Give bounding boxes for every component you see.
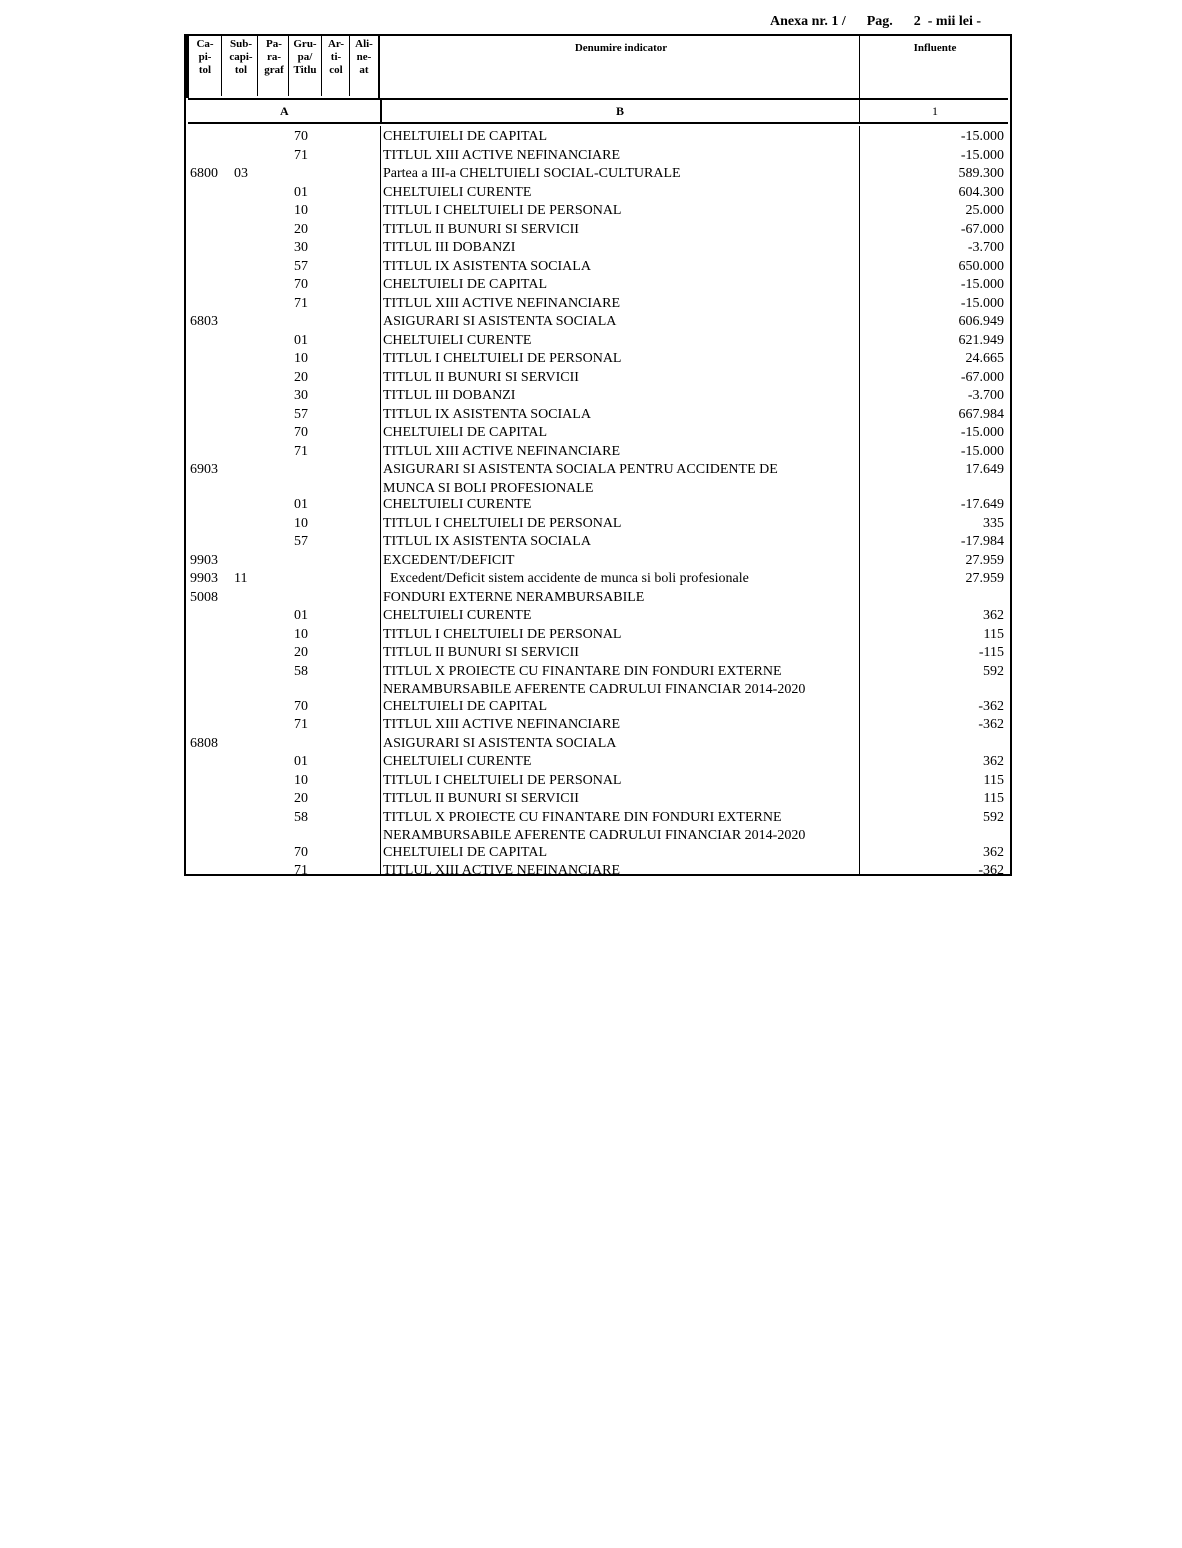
col-divider [380, 98, 382, 122]
cell-denumire: TITLUL III DOBANZI [383, 240, 516, 255]
cell-grupa: 70 [294, 844, 308, 860]
cell-grupa: 10 [294, 626, 308, 642]
cell-denumire: TITLUL XIII ACTIVE NEFINANCIARE [383, 147, 621, 163]
cell-influente: -15.000 [960, 425, 1004, 440]
cell-influente: 592 [983, 663, 1004, 679]
annex-header: Anexa nr. 1 / Pag. 2 - mii lei - [770, 14, 982, 29]
cell-denumire: TITLUL II BUNURI SI SERVICII [383, 369, 579, 385]
cell-denumire: TITLUL IX ASISTENTA SOCIALA [383, 406, 591, 422]
cell-influente: 335 [983, 515, 1004, 531]
cell-influente: -17.984 [960, 534, 1004, 549]
cell-influente: 667.984 [958, 406, 1004, 422]
cell-grupa: 70 [294, 698, 308, 714]
cell-denumire: TITLUL X PROIECTE CU FINANTARE DIN FONDURI EXTERNE [383, 663, 782, 679]
table-header [186, 36, 1010, 100]
cell-capitol: 6803 [190, 314, 218, 329]
cell-capitol: 6903 [190, 462, 218, 477]
col-divider [859, 126, 860, 874]
cell-influente: -15.000 [960, 443, 1004, 459]
cell-denumire: TITLUL I CHELTUIELI DE PERSONAL [383, 772, 622, 788]
cell-capitol: 6800 [190, 166, 218, 181]
cell-denumire-continued: MUNCA SI BOLI PROFESIONALE [383, 480, 594, 496]
col-divider [221, 36, 222, 96]
cell-grupa: 10 [294, 515, 308, 531]
cell-denumire: TITLUL II BUNURI SI SERVICII [383, 791, 579, 806]
cell-subcapitol: 11 [234, 571, 248, 586]
cell-denumire: TITLUL II BUNURI SI SERVICII [383, 221, 579, 237]
cell-denumire: ASIGURARI SI ASISTENTA SOCIALA PENTRU ACCIDENTE DE [383, 462, 778, 477]
cell-grupa: 70 [294, 277, 308, 292]
cell-denumire: CHELTUIELI CURENTE [383, 184, 532, 200]
cell-denumire: ASIGURARI SI ASISTENTA SOCIALA [383, 314, 617, 329]
cell-influente: 115 [983, 772, 1004, 788]
cell-grupa: 71 [294, 863, 308, 878]
cell-influente: -15.000 [960, 129, 1004, 144]
cell-grupa: 70 [294, 129, 308, 144]
cell-subcapitol: 03 [234, 166, 248, 181]
cell-denumire: TITLUL XIII ACTIVE NEFINANCIARE [383, 717, 621, 732]
cell-grupa: 20 [294, 645, 308, 660]
cell-influente: -362 [978, 698, 1004, 714]
cell-influente: -15.000 [960, 277, 1004, 292]
header-denumire: Denumire indicator [574, 42, 668, 54]
cell-denumire: CHELTUIELI DE CAPITAL [383, 698, 548, 714]
header-rule [188, 98, 1008, 100]
cell-grupa: 30 [294, 388, 308, 403]
cell-influente: -362 [978, 863, 1004, 878]
column-letter-a: A [280, 104, 289, 118]
cell-grupa: 30 [294, 240, 308, 255]
cell-denumire: TITLUL XIII ACTIVE NEFINANCIARE [383, 863, 621, 878]
cell-denumire: CHELTUIELI CURENTE [383, 608, 532, 623]
cell-influente: 27.959 [965, 571, 1004, 586]
cell-influente: 25.000 [965, 203, 1004, 218]
cell-influente: 362 [983, 754, 1004, 769]
cell-denumire: TITLUL I CHELTUIELI DE PERSONAL [383, 515, 622, 531]
col-divider [186, 36, 189, 98]
cell-denumire: TITLUL XIII ACTIVE NEFINANCIARE [383, 295, 621, 311]
cell-denumire-continued: NERAMBURSABILE AFERENTE CADRULUI FINANCIAR 2014-2020 [383, 682, 806, 697]
column-letter-b: B [616, 104, 625, 118]
cell-capitol: 6808 [190, 735, 218, 751]
cell-denumire: CHELTUIELI CURENTE [383, 332, 532, 348]
cell-influente: 606.949 [958, 314, 1004, 329]
cell-influente: -67.000 [960, 369, 1004, 385]
cell-influente: 362 [983, 844, 1004, 860]
cell-denumire: ASIGURARI SI ASISTENTA SOCIALA [383, 735, 617, 751]
cell-grupa: 58 [294, 663, 308, 679]
cell-grupa: 58 [294, 809, 308, 825]
cell-grupa: 71 [294, 443, 308, 459]
cell-grupa: 71 [294, 295, 308, 311]
cell-capitol: 9903 [190, 571, 218, 586]
cell-grupa: 01 [294, 184, 308, 200]
header-articol: Ar- ti- col [327, 38, 345, 76]
cell-grupa: 57 [294, 406, 308, 422]
col-divider [859, 36, 860, 122]
cell-capitol: 5008 [190, 589, 218, 605]
cell-denumire: TITLUL IX ASISTENTA SOCIALA [383, 258, 591, 274]
cell-influente: 27.959 [965, 552, 1004, 568]
cell-denumire: TITLUL II BUNURI SI SERVICII [383, 645, 579, 660]
cell-grupa: 20 [294, 221, 308, 237]
col-divider [321, 36, 322, 96]
cell-influente: 592 [983, 809, 1004, 825]
header-rule [188, 122, 1008, 124]
col-divider [380, 126, 381, 874]
cell-grupa: 01 [294, 332, 308, 348]
cell-influente: 604.300 [958, 184, 1004, 200]
header-grupa-titlu: Gru- pa/ Titlu [293, 38, 317, 76]
header-influente: Influente [913, 42, 957, 54]
col-divider [257, 36, 258, 96]
cell-influente: 17.649 [965, 462, 1004, 477]
cell-influente: -67.000 [960, 221, 1004, 237]
cell-grupa: 70 [294, 425, 308, 440]
cell-denumire: TITLUL X PROIECTE CU FINANTARE DIN FONDURI EXTERNE [383, 809, 782, 825]
cell-denumire: CHELTUIELI DE CAPITAL [383, 277, 548, 292]
budget-table [184, 34, 1012, 876]
cell-grupa: 01 [294, 608, 308, 623]
col-divider [378, 36, 380, 98]
cell-grupa: 20 [294, 791, 308, 806]
cell-denumire: CHELTUIELI DE CAPITAL [383, 844, 548, 860]
cell-influente: -115 [978, 645, 1004, 660]
cell-influente: -3.700 [967, 240, 1004, 255]
cell-grupa: 20 [294, 369, 308, 385]
cell-denumire: TITLUL III DOBANZI [383, 388, 516, 403]
cell-denumire: TITLUL I CHELTUIELI DE PERSONAL [383, 626, 622, 642]
cell-influente: 650.000 [958, 258, 1004, 274]
cell-denumire: FONDURI EXTERNE NERAMBURSABILE [383, 589, 645, 605]
cell-denumire: CHELTUIELI CURENTE [383, 754, 532, 769]
cell-influente: 24.665 [965, 351, 1004, 366]
cell-capitol: 9903 [190, 552, 218, 568]
col-divider [349, 36, 350, 96]
cell-grupa: 57 [294, 534, 308, 549]
cell-grupa: 01 [294, 754, 308, 769]
cell-denumire: TITLUL XIII ACTIVE NEFINANCIARE [383, 443, 621, 459]
cell-influente: -17.649 [960, 497, 1004, 512]
cell-influente: 362 [983, 608, 1004, 623]
cell-influente: -15.000 [960, 147, 1004, 163]
cell-denumire-continued: NERAMBURSABILE AFERENTE CADRULUI FINANCIAR 2014-2020 [383, 828, 806, 843]
cell-grupa: 10 [294, 772, 308, 788]
header-subcapitol: Sub- capi- tol [229, 38, 253, 76]
cell-influente: 589.300 [958, 166, 1004, 181]
header-alineat: Ali- ne- at [355, 38, 373, 76]
column-letter-1: 1 [932, 104, 938, 118]
cell-denumire: TITLUL I CHELTUIELI DE PERSONAL [383, 203, 622, 218]
cell-denumire: TITLUL I CHELTUIELI DE PERSONAL [383, 351, 622, 366]
cell-denumire: Partea a III-a CHELTUIELI SOCIAL-CULTURALE [383, 166, 681, 181]
cell-influente: 115 [983, 791, 1004, 806]
cell-denumire: EXCEDENT/DEFICIT [383, 552, 515, 568]
cell-denumire: CHELTUIELI DE CAPITAL [383, 425, 548, 440]
cell-influente: -3.700 [967, 388, 1004, 403]
cell-denumire: CHELTUIELI CURENTE [383, 497, 532, 512]
cell-influente: -362 [978, 717, 1004, 732]
cell-influente: 115 [983, 626, 1004, 642]
cell-denumire: Excedent/Deficit sistem accidente de munca si boli profesionale [383, 571, 749, 586]
col-divider [288, 36, 289, 96]
cell-grupa: 10 [294, 203, 308, 218]
cell-influente: -15.000 [960, 295, 1004, 311]
cell-grupa: 57 [294, 258, 308, 274]
header-capitol: Ca- pi- tol [196, 38, 214, 76]
cell-grupa: 71 [294, 147, 308, 163]
cell-denumire: TITLUL IX ASISTENTA SOCIALA [383, 534, 591, 549]
cell-influente: 621.949 [958, 332, 1004, 348]
cell-grupa: 71 [294, 717, 308, 732]
cell-grupa: 01 [294, 497, 308, 512]
cell-denumire: CHELTUIELI DE CAPITAL [383, 129, 548, 144]
cell-grupa: 10 [294, 351, 308, 366]
header-paragraf: Pa- ra- graf [264, 38, 284, 76]
